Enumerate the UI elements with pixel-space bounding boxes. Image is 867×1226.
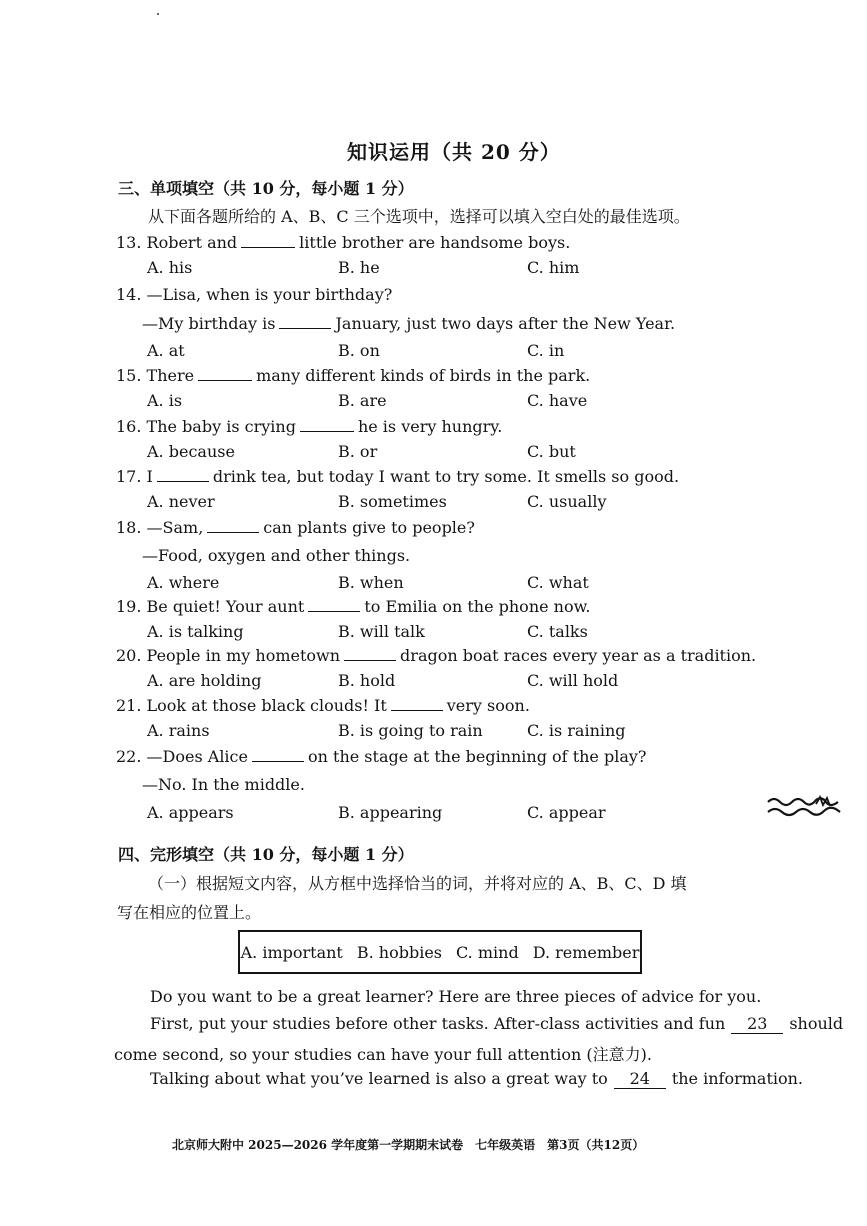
passage-paragraph-1: Do you want to be a great learner? Here are three pieces of advice for you. [150,987,762,1006]
question-15: 15. There many different kinds of birds in the park. [116,366,591,385]
passage-paragraph-2: First, put your studies before other tasks. After-class activities and fun 23 should [150,1014,844,1033]
answer-blank [300,417,354,432]
option-c: C. usually [527,492,607,511]
question-19: 19. Be quiet! Your aunt to Emilia on the phone now. [116,597,591,616]
option-b: B. hold [338,671,396,690]
option-a: A. at [147,341,185,360]
option-b: B. will talk [338,622,425,641]
option-c: C. is raining [527,721,626,740]
option-b: B. are [338,391,387,410]
option-b: B. he [338,258,380,277]
option-c: C. him [527,258,580,277]
option-c: C. in [527,341,565,360]
option-a: A. his [147,258,193,277]
question-16: 16. The baby is crying he is very hungry. [116,417,503,436]
answer-blank [252,747,304,762]
answer-blank [198,366,252,381]
section4-instruction: （一）根据短文内容，从方框中选择恰当的词，并将对应的 A、B、C、D 填 [148,874,687,893]
word-bank-box [238,930,642,974]
option-b: B. on [338,341,380,360]
blank-23: 23 [731,1014,783,1034]
option-c: C. talks [527,622,588,641]
blank-24: 24 [614,1069,666,1089]
option-c: C. have [527,391,588,410]
question-22-response: —No. In the middle. [142,775,305,794]
section3-heading: 三、单项填空（共 10 分，每小题 1 分） [118,179,414,198]
option-a: A. is [147,391,183,410]
question-13: 13. Robert and little brother are handsome boys. [116,233,571,252]
answer-blank [279,314,331,329]
page-footer: 北京师大附中 2025—2026 学年度第一学期期末试卷 七年级英语 第3页（共12页） [172,1138,645,1152]
word-option-c: C. mind [456,942,519,962]
question-18: 18. —Sam, can plants give to people? [116,518,475,537]
option-b: B. when [338,573,404,592]
scan-speck [157,13,159,15]
word-option-d: D. remember [532,942,640,962]
answer-blank [391,696,443,711]
option-b: B. or [338,442,378,461]
answer-blank [308,597,360,612]
page-title: 知识运用（共 20 分） [347,140,561,164]
option-a: A. never [147,492,215,511]
answer-blank [344,646,396,661]
answer-blank [207,518,259,533]
question-17: 17. I drink tea, but today I want to try some. It smells so good. [116,467,680,486]
section4-instruction-cont: 写在相应的位置上。 [117,903,262,922]
option-c: C. appear [527,803,606,822]
word-option-b: B. hobbies [356,942,442,962]
option-a: A. where [147,573,220,592]
option-c: C. but [527,442,576,461]
question-21: 21. Look at those black clouds! It very soon. [116,696,530,715]
question-22: 22. —Does Alice on the stage at the beginning of the play? [116,747,647,766]
word-option-a: A. important [240,942,343,962]
option-a: A. appears [147,803,234,822]
answer-blank [241,233,295,248]
margin-scribble [766,794,844,822]
section3-instruction: 从下面各题所给的 A、B、C 三个选项中，选择可以填入空白处的最佳选项。 [148,207,690,226]
question-18-response: —Food, oxygen and other things. [142,546,411,565]
option-b: B. sometimes [338,492,447,511]
option-b: B. appearing [338,803,443,822]
option-a: A. rains [147,721,210,740]
option-c: C. will hold [527,671,619,690]
option-b: B. is going to rain [338,721,483,740]
passage-paragraph-2-cont: come second, so your studies can have your full attention (注意力). [114,1045,652,1064]
question-20: 20. People in my hometown dragon boat races every year as a tradition. [116,646,757,665]
section4-heading: 四、完形填空（共 10 分，每小题 1 分） [118,845,414,864]
option-c: C. what [527,573,589,592]
question-14-response: —My birthday is January, just two days after the New Year. [142,314,676,333]
answer-blank [157,467,209,482]
option-a: A. are holding [147,671,262,690]
option-a: A. because [147,442,235,461]
question-14: 14. —Lisa, when is your birthday? [116,285,393,304]
passage-paragraph-3: Talking about what you’ve learned is also a great way to 24 the information. [150,1069,804,1088]
option-a: A. is talking [147,622,244,641]
